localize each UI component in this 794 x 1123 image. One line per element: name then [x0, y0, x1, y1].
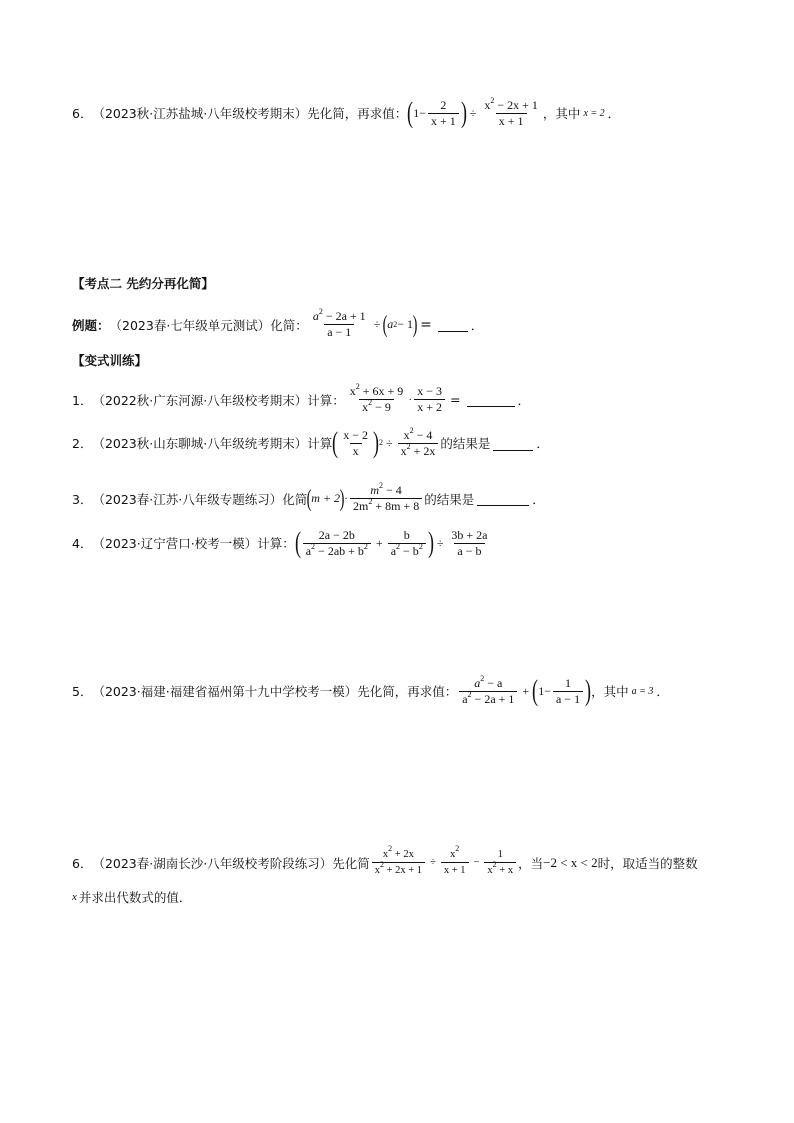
question-source: （2023·辽宁营口·校考一模）计算： — [92, 536, 295, 551]
question-number: 6． — [72, 855, 93, 871]
fraction: $\frac{b}{a^2 - b^2}$ — [388, 529, 426, 558]
condition: a = 3 — [631, 685, 654, 697]
question-6-line2: x 并求出代数式的值． — [72, 890, 192, 905]
example-source: （2023春·七年级单元测试）化简： — [109, 317, 308, 333]
fraction: $\frac{x^2 + 2x}{x^2 + 2x + 1}$ — [372, 848, 425, 877]
expression: $\frac{a^2 - 2a + 1}{a - 1}$ ÷ ( a 2 − 1 ) — [308, 310, 417, 339]
fraction: $\frac{a^2 - a}{a^2 - 2a + 1}$ — [459, 677, 517, 706]
question-3: 3． （2023春·江苏·八年级专题练习）化简 ( m + 2 ) · $\frac{m^2 - 4}{2m^2 + 8m + 8}$ 的结果是 ． — [72, 481, 545, 513]
question-6: 6． （2023春·湖南长沙·八年级校考阶段练习）先化简 $\frac{x^2 + 2x}{x^2 + 2x + 1}$ ÷ $\frac{x^2}{x + 1}$ − $\frac{1}{x^2 + x}$ ，当 −2 < x < 2 时，取适当的整数 — [72, 844, 698, 876]
expression: ( m + 2 ) · $\frac{m^2 - 4}{2m^2 + 8m + 8}$ — [307, 484, 424, 513]
fraction: $\frac{x - 3}{x + 2}$ — [414, 385, 445, 414]
section-title: 【考点二 先约分再化简】 — [72, 276, 214, 291]
question-source: （2023秋·江苏盐城·八年级校考期末）先化简，再求值： — [92, 106, 408, 121]
expression: ( $\frac{x - 2}{x}$ ) 2 ÷ $\frac{x^2 - 4}{x^2 + 2x}$ — [332, 428, 440, 458]
fraction: $\frac{x^2 - 2x + 1}{x + 1}$ — [484, 95, 538, 128]
answer-blank[interactable] — [477, 491, 529, 506]
question-4 — [72, 528, 493, 558]
question-number: 2． — [72, 436, 93, 451]
fraction: $\frac{x^2}{x + 1}$ — [441, 848, 469, 877]
question-6-top: 6． （2023秋·江苏盐城·八年级校考期末）先化简，再求值： ( 1− $\frac{2}{x + 1}$ ) ÷ $\frac{x^2 - 2x + 1}{x + 1}$ ，其中 x = 2 ． — [72, 95, 621, 129]
question-source: （2023春·江苏·八年级专题练习）化简 — [92, 491, 308, 507]
example: 例题： （2023春·七年级单元测试）化简： $\frac{a^2 - 2a + 1}{a - 1}$ ÷ ( a 2 − 1 ) = ． — [72, 307, 484, 339]
question-source: （2022秋·广东河源·八年级校考期末）计算： — [92, 392, 345, 408]
fraction: $\frac{3b + 2a}{a - b}$ — [451, 527, 488, 558]
question-number: 4． — [72, 536, 93, 551]
question-source: （2023春·湖南长沙·八年级校考阶段练习）先化简 — [92, 855, 370, 871]
variant-title: 【变式训练】 — [72, 353, 148, 368]
fraction: $\frac{x^2 + 6x + 9}{x^2 - 9}$ — [349, 382, 404, 414]
fraction: $\frac{a^2 - 2a + 1}{a - 1}$ — [312, 307, 366, 339]
fraction: $\frac{2}{x + 1}$ — [428, 99, 459, 128]
fraction: $\frac{1}{a - 1}$ — [553, 677, 583, 706]
expression: $\frac{x^2 + 2x}{x^2 + 2x + 1}$ ÷ $\frac{x^2}{x + 1}$ − $\frac{1}{x^2 + x}$ — [370, 848, 518, 877]
question-source: （2023·福建·福建省福州第十九中学校考一模）先化简，再求值： — [92, 684, 458, 699]
expression: $\frac{x^2 + 6x + 9}{x^2 - 9}$ · $\frac{x - 3}{x + 2}$ — [345, 385, 447, 414]
question-2: 2． （2023秋·山东聊城·八年级统考期末）计算 ( $\frac{x - 2}{x}$ ) 2 ÷ $\frac{x^2 - 4}{x^2 + 2x}$ 的结果是 ． — [72, 425, 549, 459]
fraction: $\frac{2a - 2b}{a^2 - 2ab + b^2}$ — [303, 529, 371, 558]
fraction: $\frac{1}{x^2 + x}$ — [484, 848, 516, 877]
question-number: 5． — [72, 684, 93, 699]
question-number: 3． — [72, 491, 93, 507]
condition: x = 2 — [583, 107, 605, 119]
fraction: $\frac{m^2 - 4}{2m^2 + 8m + 8}$ — [350, 484, 422, 513]
question-number: 1． — [72, 392, 93, 408]
fraction: $\frac{x^2 - 4}{x^2 + 2x}$ — [398, 429, 439, 458]
question-1: 1． （2022秋·广东河源·八年级校考期末）计算： $\frac{x^2 + 6x + 9}{x^2 - 9}$ · $\frac{x - 3}{x + 2}$ = ． — [72, 382, 531, 414]
condition: −2 < x < 2 — [543, 854, 598, 870]
answer-blank[interactable] — [493, 436, 533, 451]
question-source: （2023秋·山东聊城·八年级统考期末）计算 — [92, 436, 333, 451]
question-5: 5． （2023·福建·福建省福州第十九中学校考一模）先化简，再求值： $\frac{a^2 - a}{a^2 - 2a + 1}$ + ( 1− $\frac{1}{a - 1}$ ) ，其中 a = 3 ． — [72, 673, 669, 707]
expression: ( 1− $\frac{2}{x + 1}$ ) ÷ $\frac{x^2 - 2x + 1}{x + 1}$ — [407, 98, 543, 128]
fraction: $\frac{x - 2}{x}$ — [343, 427, 368, 458]
example-label: 例题： — [72, 317, 110, 333]
expression: ( $\frac{2a - 2b}{a^2 - 2ab + b^2}$ + $\frac{b}{a^2 - b^2}$ ) ÷ $\frac{3b + 2a}{a - b}$ — [295, 528, 493, 558]
expression: $\frac{a^2 - a}{a^2 - 2a + 1}$ + ( 1− $\frac{1}{a - 1}$ ) — [457, 676, 591, 706]
answer-blank[interactable] — [438, 317, 468, 332]
question-number: 6． — [72, 106, 93, 121]
answer-blank[interactable] — [467, 392, 515, 407]
